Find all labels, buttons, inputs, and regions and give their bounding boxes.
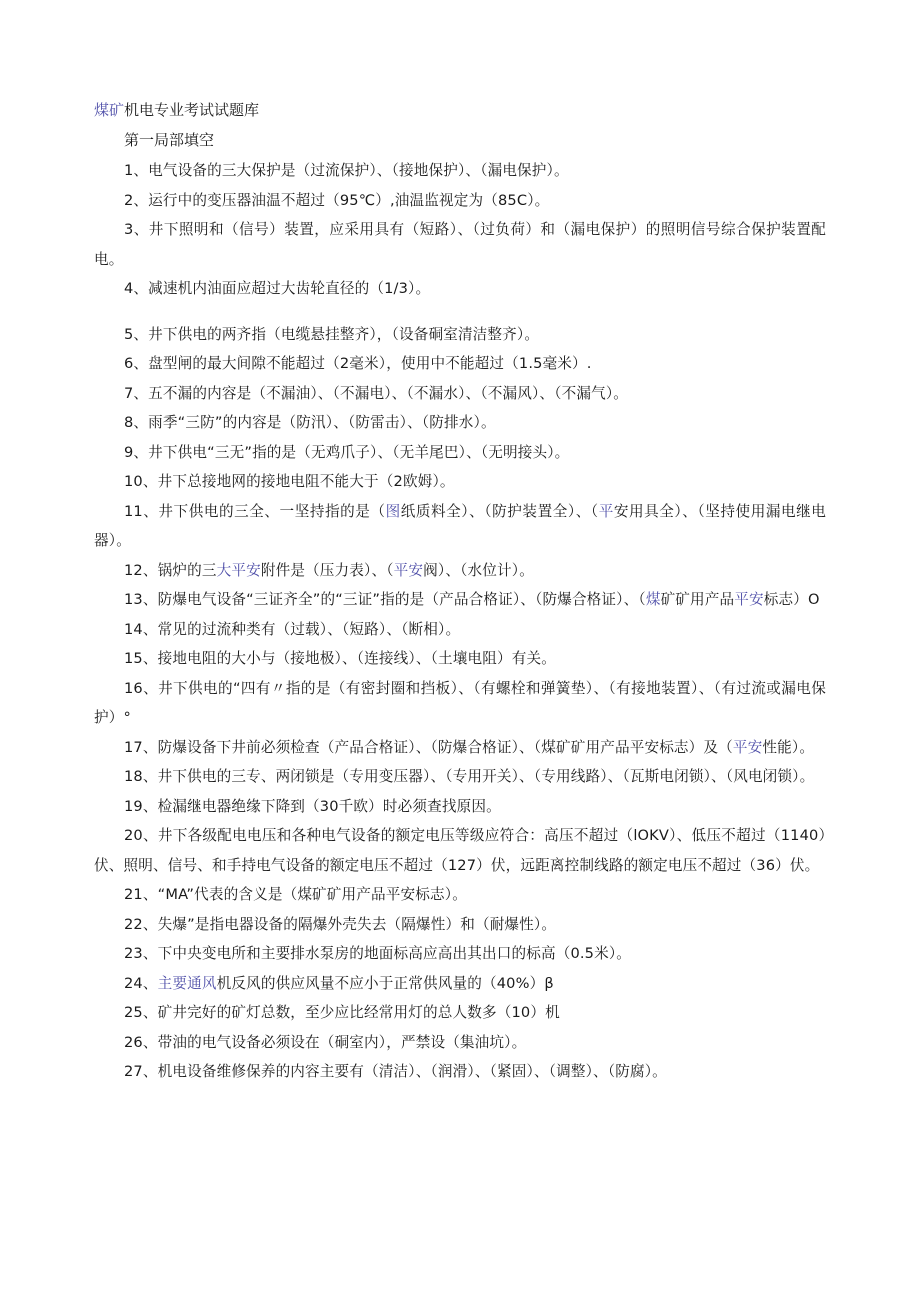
document-title [94,99,259,121]
question-item-10: 10、井下总接地网的接地电阻不能大于（2欧姆）。 [124,473,455,490]
question-item-19: 19、检漏继电器绝缘下降到（30千欧）时必须查找原因。 [124,797,501,815]
item-text: 机反风的供应风量不应小于正常供风量的（40%）β [216,974,554,992]
question-item-2: 2、运行中的变压器油温不超过（95℃）,油温监视定为（85C）。 [124,191,550,209]
question-item-21: 21、“MA”代表的含义是（煤矿矿用产品平安标志）。 [124,886,467,903]
question-item-6: 6、盘型闸的最大间隙不能超过（2毫米），使用中不能超过（1.5毫米）. [124,355,592,372]
question-item-20: 20、井下各级配电电压和各种电气设备的额定电压等级应符合：高压不超过（lOKV）、低压不超过（1140）伏、照明、信号、和手持电气设备的额定电压不超过（127）伏，远距离控制线路的额定电压不超过（36）伏。 [94,827,826,874]
item-text: 矿矿用产品 [660,591,735,608]
item-link-text: 平安 [732,738,763,756]
item-link-text: 煤 [645,591,661,608]
question-item-14: 14、常见的过流种类有（过载）、（短路）、（断相）。 [124,620,461,638]
question-item-12 [94,556,826,586]
question-item-9: 9、井下供电“三无”指的是（无鸡爪子）、（无羊尾巴）、（无明接头）。 [124,443,570,461]
question-item-8: 8、雨季“三防”的内容是（防汛）、（防雷击）、（防排水）。 [124,414,496,431]
question-list [94,156,826,1087]
item-link-text: 平安 [734,591,764,608]
question-item-5: 5、井下供电的两齐指（电缆悬挂整齐），（设备硐室清洁整齐）。 [124,325,540,343]
item-text: 24、 [124,974,158,992]
question-item-4: 4、减速机内油面应超过大齿轮直径的（1/3）。 [124,280,431,297]
question-item-16: 16、井下供电的“四有〃指的是（有密封圈和挡板）、（有螺栓和弹簧垫）、（有接地装置）、（有过流或漏电保护）° [94,679,826,726]
title-link-text: 煤矿 [94,101,125,119]
section-heading: 第一局部填空 [124,131,215,149]
question-item-11 [94,497,826,556]
question-item-25: 25、矿井完好的矿灯总数，至少应比经常用灯的总人数多（10）机 [124,1004,560,1021]
item-text: 阀）、（水位计）。 [423,561,534,579]
item-text: 11、井下供电的三全、一坚持指的是（ [124,502,386,520]
question-item-3: 3、井下照明和（信号）装置，应采用具有（短路）、（过负荷）和（漏电保护）的照明信号综合保护装置配电。 [94,221,826,268]
item-text: 性能）。 [762,738,815,756]
item-link-text: 平 [598,502,614,520]
item-link-text: 图 [385,502,401,520]
item-link-text: 大平安 [216,561,261,579]
question-item-13 [94,585,826,615]
item-link-text: 平安 [393,561,424,579]
item-link-text: 主要通风 [157,974,217,992]
question-item-1: 1、电气设备的三大保护是（过流保护）、（接地保护）、（漏电保护）。 [124,162,569,179]
question-item-22: 22、失爆”是指电器设备的隔爆外壳失去（隔爆性）和（耐爆性）。 [124,915,557,933]
item-text: 纸质料全）、（防护装置全）、（ [400,502,599,520]
item-text: 安用具全）、（坚持使用漏电继电器）。 [94,502,827,549]
item-text: 附件是（压力表）、（ [260,561,394,579]
question-item-18: 18、井下供电的三专、两闭锁是（专用变压器）、（专用开关）、（专用线路）、（瓦斯电闭锁）、（风电闭锁）。 [124,768,815,785]
question-item-26: 26、带油的电气设备必须设在（硐室内），严禁设（集油坑）。 [124,1033,527,1051]
question-item-15: 15、接地电阻的大小与（接地极）、（连接线）、（土壤电阻）有关。 [124,650,556,667]
title-rest-text: 机电专业考试试题库 [124,101,260,119]
question-item-24 [94,969,826,999]
item-text: 17、防爆设备下井前必须检查（产品合格证）、（防爆合格证）、（煤矿矿用产品平安标志）及（ [124,738,733,756]
item-text: 标志）O [763,591,820,608]
item-text: 13、防爆电气设备“三证齐全”的“三证”指的是（产品合格证）、（防爆合格证）、（ [124,591,646,608]
item-text: 12、锅炉的三 [124,561,217,579]
question-item-7: 7、五不漏的内容是（不漏油）、（不漏电）、（不漏水）、（不漏风）、（不漏气）。 [124,384,629,402]
question-item-23: 23、下中央变电所和主要排水泵房的地面标高应高出其出口的标高（0.5米）。 [124,945,632,962]
question-item-17 [94,733,826,763]
question-item-27: 27、机电设备维修保养的内容主要有（清洁）、（润滑）、（紧固）、（调整）、（防腐）。 [124,1063,667,1080]
